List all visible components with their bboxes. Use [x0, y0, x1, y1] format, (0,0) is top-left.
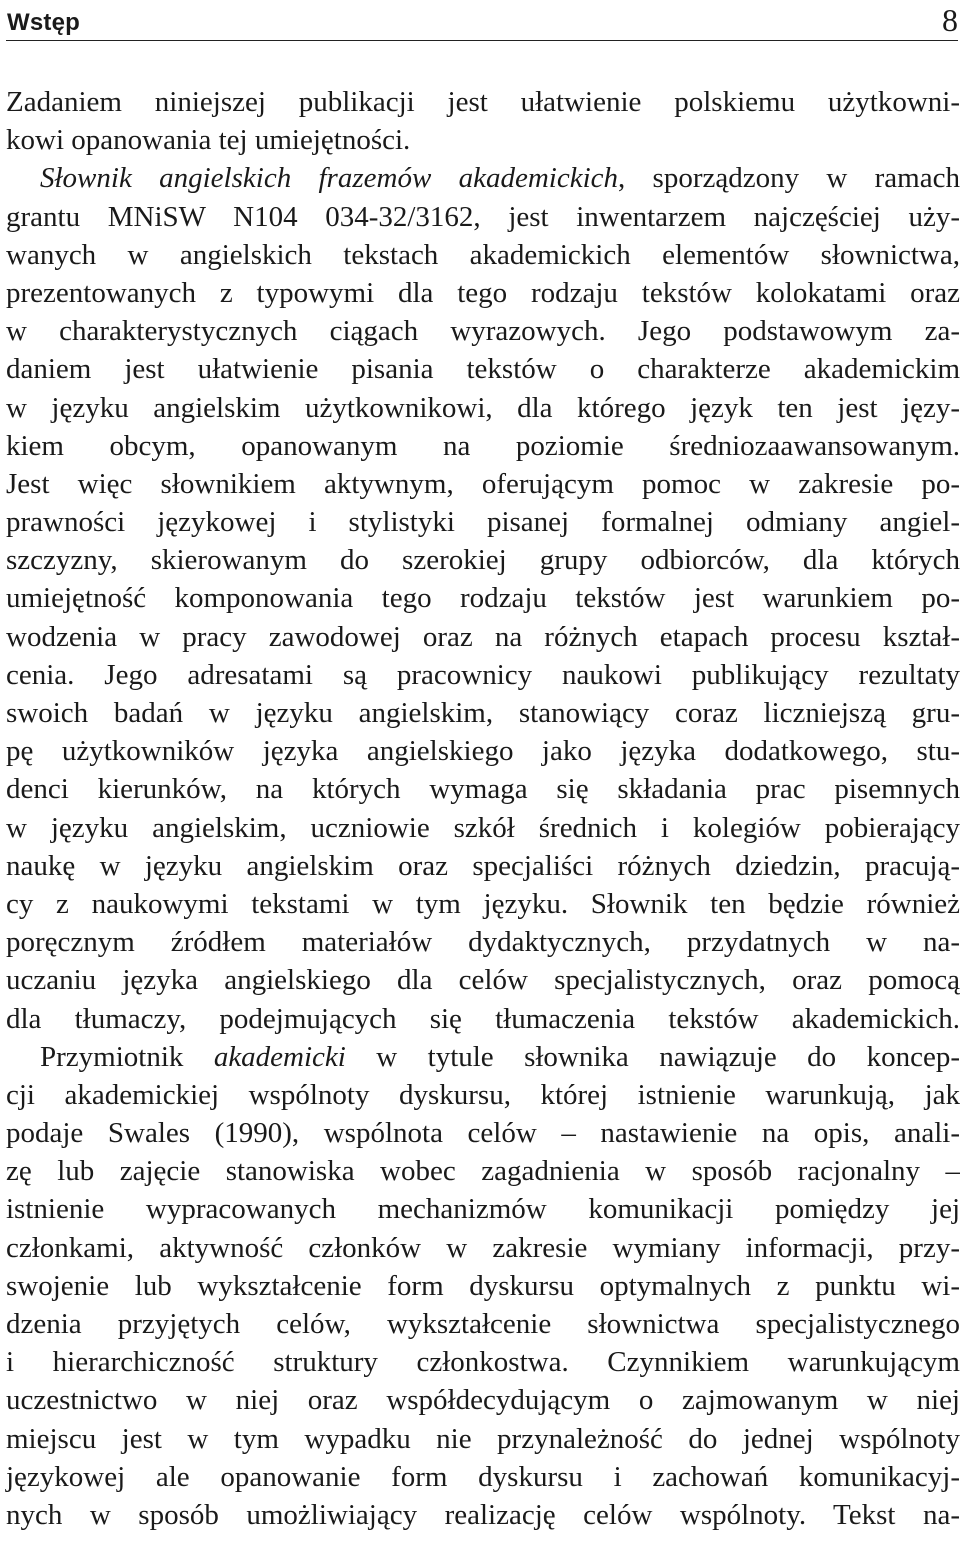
body-text [6, 83, 960, 1534]
text-line: nych w sposób umożliwiający realizację celów wspólnoty. Tekst na- [6, 1498, 960, 1531]
text-line: prawności językowej i stylistyki pisanej formalnej odmiany angiel- [6, 506, 960, 539]
text-line: szczyzny, skierowanym do szerokiej grupy odbiorców, dla których [6, 544, 960, 577]
text-line: językowej ale opanowanie form dyskursu i zachowań komunikacyj- [6, 1460, 960, 1493]
text-line: w charakterystycznych ciągach wyrazowych. Jego podstawowym za- [6, 315, 960, 348]
text-line [6, 1038, 960, 1076]
text-line: wodzenia w pracy zawodowej oraz na różnych etapach procesu kształ- [6, 620, 960, 653]
text-line: Zadaniem niniejszej publikacji jest ułatwienie polskiemu użytkowni- [6, 86, 960, 118]
text-line [6, 159, 960, 197]
text-line: miejscu jest w tym wypadku nie przynależność do jednej wspólnoty [6, 1422, 960, 1455]
text-line: członkami, aktywność członków w zakresie wymiany informacji, przy- [6, 1231, 960, 1264]
text-line: daniem jest ułatwienie pisania tekstów o charakterze akademickim [6, 353, 960, 386]
text-line: w języku angielskim, uczniowie szkół średnich i kolegiów pobierający [6, 811, 960, 844]
text-line: cji akademickiej wspólnoty dyskursu, której istnienie warunkują, jak [6, 1078, 960, 1111]
text-line: uczaniu języka angielskiego dla celów specjalistycznych, oraz pomocą [6, 964, 960, 997]
text-line: podaje Swales (1990), wspólnota celów – nastawienie na opis, anali- [6, 1117, 960, 1150]
text-line: poręcznym źródłem materiałów dydaktycznych, przydatnych w na- [6, 926, 960, 959]
text-line: cy z naukowymi tekstami w tym języku. Słownik ten będzie również [6, 887, 960, 920]
text-line: w języku angielskim użytkownikowi, dla którego język ten jest języ- [6, 391, 960, 424]
text-line: pę użytkowników języka angielskiego jako języka dodatkowego, stu- [6, 735, 960, 768]
text-segment: w tytule słownika nawiązuje do koncep- [345, 1040, 960, 1073]
text-line: istnienie wypracowanych mechanizmów komunikacji pomiędzy jej [6, 1193, 960, 1226]
text-line: Jest więc słownikiem aktywnym, oferującym pomoc w zakresie po- [6, 467, 960, 500]
page-header [6, 0, 958, 41]
text-line: cenia. Jego adresatami są pracownicy naukowi publikujący rezultaty [6, 658, 960, 691]
text-line: swoich badań w języku angielskim, stanowiący coraz liczniejszą gru- [6, 697, 960, 729]
text-line: kiem obcym, opanowanym na poziomie średniozaawansowanym. [6, 429, 960, 462]
text-line: zę lub zajęcie stanowiska wobec zagadnienia w sposób racjonalny – [6, 1155, 960, 1188]
text-line: swojenie lub wykształcenie form dyskursu optymalnych z punktu wi- [6, 1269, 960, 1302]
text-segment: , sporządzony w ramach [618, 162, 960, 195]
text-line: umiejętność komponowania tego rodzaju tekstów jest warunkiem po- [6, 582, 960, 615]
text-segment: Przymiotnik [40, 1040, 214, 1073]
text-line: prezentowanych z typowymi dla tego rodzaju tekstów kolokatami oraz [6, 276, 960, 309]
text-line: denci kierunków, na których wymaga się składania prac pisemnych [6, 773, 960, 806]
text-line: uczestnictwo w niej oraz współdecydującym o zajmowanym w niej [6, 1384, 960, 1417]
text-line: dzenia przyjętych celów, wykształcenie słownictwa specjalistycznego [6, 1308, 960, 1340]
italic-title: akademicki [213, 1040, 346, 1073]
text-line: kowi opanowania tej umiejętności. [6, 124, 411, 157]
text-line: i hierarchiczność struktury członkostwa. Czynnikiem warunkującym [6, 1346, 960, 1379]
text-line: naukę w języku angielskim oraz specjaliści różnych dziedzin, pracują- [6, 849, 960, 882]
page-number: 8 [942, 2, 958, 38]
section-title: Wstęp [7, 9, 80, 36]
text-line: grantu MNiSW N104 034-32/3162, jest inwentarzem najczęściej uży- [6, 200, 960, 233]
text-line: dla tłumaczy, podejmujących się tłumaczenia tekstów akademickich. [6, 1002, 960, 1035]
italic-title: Słownik angielskich frazemów akademickich [40, 162, 618, 195]
text-line: wanych w angielskich tekstach akademickich elementów słownictwa, [6, 238, 960, 271]
